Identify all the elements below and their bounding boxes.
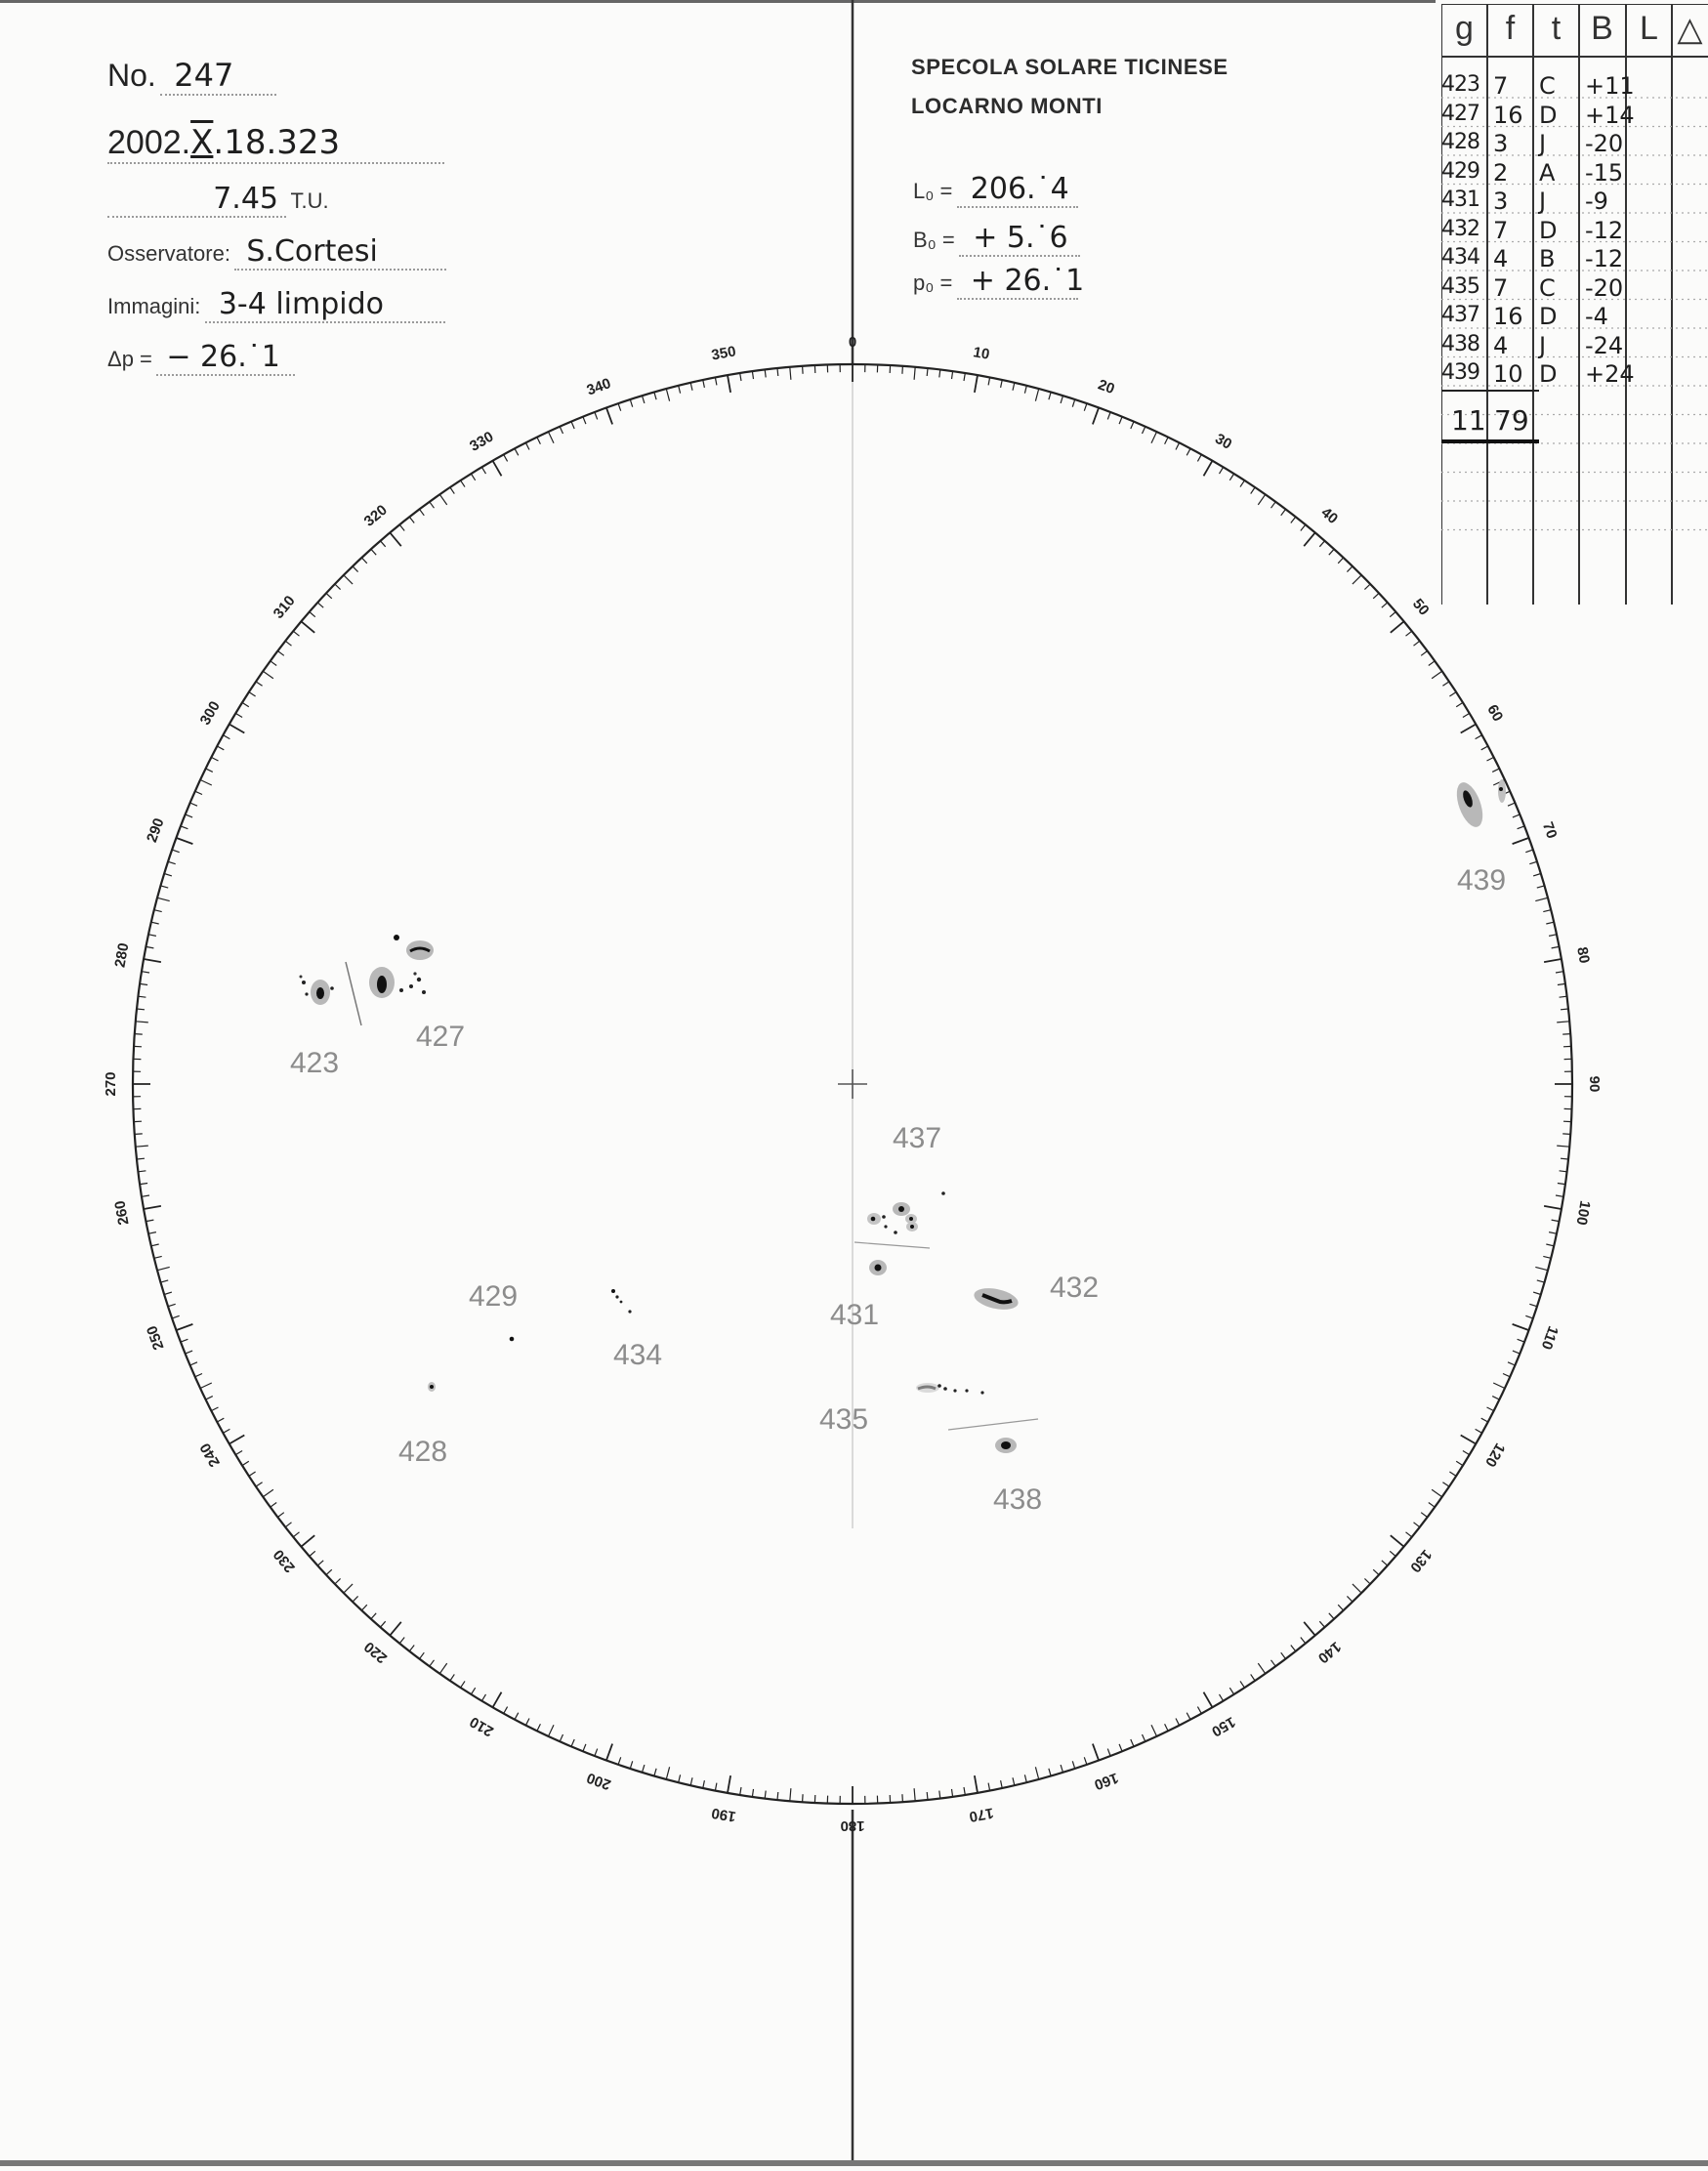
degree-label-120: 120 (1481, 1440, 1509, 1470)
table-cell-latitude: -15 (1585, 158, 1624, 187)
table-dotted-rows (1441, 98, 1708, 530)
group-label-432: 432 (1050, 1272, 1100, 1304)
degree-label-70: 70 (1538, 819, 1561, 841)
table-cell-group: 423 (1441, 72, 1479, 97)
sunspot-group-439 (1451, 779, 1506, 831)
sunspot-group-427 (369, 935, 434, 998)
degree-label-20: 20 (1096, 376, 1117, 398)
table-cell-group: 438 (1441, 331, 1479, 356)
total-groups: 11 (1451, 404, 1486, 437)
table-grid (1441, 4, 1708, 605)
images-label: Immagini: (107, 294, 201, 318)
observer-name: S.Cortesi (234, 234, 446, 271)
table-cell-type: D (1539, 101, 1558, 129)
table-cell-latitude: -24 (1585, 331, 1624, 359)
record-date-day: .18.323 (213, 123, 341, 162)
degree-label-330: 330 (467, 428, 497, 455)
table-header-delta: △ (1677, 11, 1703, 48)
degree-label-80: 80 (1573, 945, 1593, 965)
degree-label-300: 300 (196, 698, 224, 729)
table-cell-spots: 3 (1493, 188, 1509, 215)
table-header-B: B (1591, 10, 1613, 47)
delta-p-label: Δp = (107, 347, 152, 371)
group-labels (290, 864, 1509, 1516)
group-label-439: 439 (1457, 864, 1507, 897)
record-number-label: No. (107, 58, 156, 93)
degree-label-240: 240 (196, 1440, 224, 1470)
table-header-t: t (1551, 10, 1562, 47)
table-cell-latitude: -20 (1585, 273, 1624, 302)
table-cell-type: J (1539, 331, 1547, 359)
table-cell-group: 427 (1441, 101, 1479, 126)
sunspot-group-428 (428, 1382, 436, 1392)
group-label-428: 428 (398, 1436, 448, 1468)
degree-label-220: 220 (360, 1638, 391, 1667)
delta-p-value: − 26.˙1 (156, 340, 295, 376)
table-cell-spots: 4 (1493, 245, 1509, 272)
table-cell-group: 428 (1441, 130, 1479, 154)
table-header-L: L (1640, 10, 1658, 47)
table-cell-group: 429 (1441, 158, 1479, 184)
degree-label-60: 60 (1483, 701, 1507, 725)
degree-label-280: 280 (111, 941, 133, 969)
degree-label-290: 290 (144, 815, 168, 845)
table-cell-spots: 7 (1493, 273, 1509, 302)
degree-label-10: 10 (972, 344, 991, 363)
record-date-year: 2002. (107, 124, 191, 161)
degree-label-130: 130 (1406, 1546, 1436, 1576)
sunspot-group-432 (972, 1284, 1020, 1313)
degree-label-160: 160 (1092, 1769, 1121, 1793)
record-number: 247 (160, 57, 276, 96)
disk-center-cross (838, 1069, 867, 1099)
table-header-f: f (1505, 10, 1516, 47)
institution-location: LOCARNO MONTI (911, 94, 1104, 118)
degree-label-0: 0 (848, 333, 857, 351)
table-cell-group: 432 (1441, 216, 1479, 241)
ephemeris-B0-label: B₀ = (913, 228, 955, 252)
table-cell-latitude: -4 (1585, 303, 1608, 330)
institution-name: SPECOLA SOLARE TICINESE (911, 55, 1229, 79)
degree-label-100: 100 (1572, 1199, 1594, 1227)
group-label-429: 429 (469, 1280, 519, 1313)
table-cell-latitude: +14 (1585, 101, 1635, 129)
degree-label-150: 150 (1208, 1713, 1238, 1740)
sunspot-group-437 (854, 1191, 945, 1248)
sunspot-group-438 (995, 1438, 1017, 1453)
table-cell-spots: 7 (1493, 72, 1509, 100)
degree-label-190: 190 (710, 1804, 737, 1825)
table-cell-type: D (1539, 360, 1558, 388)
degree-label-50: 50 (1408, 595, 1433, 619)
table-cell-type: D (1539, 216, 1558, 244)
table-cell-latitude: -20 (1585, 130, 1624, 157)
table-cell-latitude: +24 (1585, 360, 1635, 388)
degree-label-40: 40 (1317, 504, 1342, 528)
degree-label-30: 30 (1212, 430, 1235, 453)
degree-label-110: 110 (1537, 1323, 1562, 1353)
table-cell-type: D (1539, 303, 1558, 330)
sunspot-group-423 (300, 962, 362, 1025)
table-cell-group: 435 (1441, 273, 1479, 299)
table-cell-spots: 3 (1493, 130, 1509, 157)
sunspot-drawings (300, 779, 1507, 1453)
table-cell-type: C (1539, 273, 1556, 302)
degree-label-230: 230 (270, 1546, 299, 1576)
table-cell-group: 439 (1441, 360, 1479, 385)
group-label-431: 431 (830, 1299, 880, 1331)
ephemeris-L0-label: L₀ = (913, 179, 953, 203)
sunspot-group-table (1441, 4, 1708, 605)
table-cell-latitude: -9 (1585, 188, 1608, 215)
images-value: 3-4 limpido (205, 287, 445, 323)
table-cell-spots: 10 (1493, 360, 1523, 388)
table-cell-group: 431 (1441, 188, 1479, 212)
group-label-427: 427 (416, 1021, 466, 1053)
degree-label-250: 250 (144, 1323, 168, 1353)
total-spots: 79 (1494, 404, 1529, 437)
degree-label-210: 210 (467, 1713, 497, 1740)
degree-label-340: 340 (584, 375, 613, 399)
group-label-437: 437 (893, 1122, 942, 1154)
sunspot-group-435 (916, 1383, 1038, 1430)
observer-label: Osservatore: (107, 241, 230, 266)
degree-label-320: 320 (360, 501, 391, 530)
record-time-unit: T.U. (290, 188, 329, 213)
degree-label-200: 200 (584, 1769, 613, 1793)
ephemeris-L0-value: 206.˙4 (957, 172, 1078, 208)
table-cell-latitude: -12 (1585, 216, 1624, 244)
degree-label-310: 310 (270, 592, 299, 622)
sunspot-group-434 (611, 1289, 632, 1314)
table-cell-spots: 2 (1493, 158, 1509, 187)
ephemeris-B0-value: + 5.˙6 (959, 221, 1080, 257)
degree-label-180: 180 (840, 1817, 865, 1835)
table-cell-type: J (1539, 188, 1547, 215)
table-cell-spots: 16 (1493, 303, 1523, 330)
table-cell-spots: 7 (1493, 216, 1509, 244)
degree-label-90: 90 (1586, 1075, 1604, 1093)
group-label-438: 438 (993, 1483, 1043, 1516)
table-cell-latitude: -12 (1585, 245, 1624, 272)
group-label-435: 435 (819, 1403, 869, 1436)
table-cell-type: B (1539, 245, 1556, 272)
table-cell-latitude: +11 (1585, 72, 1635, 100)
degree-label-260: 260 (111, 1199, 133, 1227)
table-header-g: g (1455, 10, 1474, 47)
table-cell-group: 437 (1441, 303, 1479, 327)
table-cell-spots: 16 (1493, 101, 1523, 129)
degree-label-140: 140 (1314, 1638, 1345, 1667)
record-time: 7.45 (107, 182, 286, 218)
group-label-423: 423 (290, 1047, 340, 1079)
ephemeris-p0-label: p₀ = (913, 271, 953, 295)
table-cell-type: J (1539, 130, 1547, 157)
sunspot-group-429 (510, 1337, 515, 1342)
table-cell-type: A (1539, 158, 1556, 187)
table-cell-type: C (1539, 72, 1556, 100)
sunspot-group-431 (869, 1260, 887, 1275)
table-cell-spots: 4 (1493, 331, 1509, 359)
ephemeris-p0-value: + 26.˙1 (957, 264, 1078, 300)
degree-label-350: 350 (710, 343, 737, 364)
group-label-434: 434 (613, 1339, 663, 1371)
table-cell-group: 434 (1441, 245, 1479, 270)
record-date-month: X (190, 123, 214, 162)
degree-label-170: 170 (968, 1804, 995, 1825)
degree-label-270: 270 (102, 1071, 119, 1097)
